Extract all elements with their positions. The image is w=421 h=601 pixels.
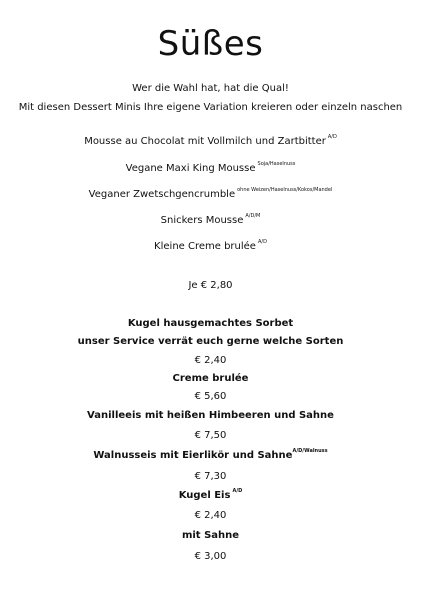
item-creme-brulee: Creme brulée: [172, 373, 249, 384]
item-sorbet: Kugel hausgemachtes Sorbet: [127, 318, 294, 329]
intro-line-1: Wer die Wahl hat, hat die Qual!: [132, 83, 289, 94]
item-walnusseis: [0, 450, 421, 462]
item-mit-sahne: mit Sahne: [181, 530, 240, 541]
price-vanilleeis: € 7,50: [194, 430, 227, 441]
mini-dessert-name: Veganer Zwetschgencrumble: [88, 189, 236, 200]
mini-dessert-name: Kleine Creme brulée: [154, 241, 256, 252]
page-title: Süßes: [157, 24, 264, 64]
mini-dessert-2: [0, 163, 421, 175]
mini-dessert-price: Je € 2,80: [188, 280, 233, 291]
mini-dessert-4: [0, 215, 421, 227]
item-name: Walnusseis mit Eierlikör und Sahne: [93, 450, 293, 461]
item-vanilleeis: Vanilleeis mit heißen Himbeeren und Sahne: [87, 410, 334, 421]
mini-dessert-1: [0, 136, 421, 148]
price-mit-sahne: € 3,00: [194, 551, 227, 562]
item-name: Kugel Eis: [178, 490, 231, 501]
allergen-note: A/D: [257, 239, 267, 245]
mini-dessert-name: Mousse au Chocolat mit Vollmilch und Zartbitter: [84, 136, 326, 147]
allergen-note: Soja/Haselnuss: [257, 161, 296, 167]
allergen-note: A/D: [232, 488, 243, 494]
mini-dessert-name: Vegane Maxi King Mousse: [125, 163, 256, 174]
allergen-note: A/D: [327, 134, 337, 140]
mini-dessert-5: [0, 241, 421, 253]
price-sorbet: € 2,40: [194, 355, 227, 366]
allergen-note: ohne Weizen/Haselnuss/Kokos/Mandel: [237, 187, 333, 193]
allergen-note: A/D/Walnuss: [292, 448, 328, 454]
price-creme-brulee: € 5,60: [194, 391, 227, 402]
price-walnusseis: € 7,30: [194, 471, 227, 482]
mini-dessert-name: Snickers Mousse: [160, 215, 244, 226]
item-sorbet-note: unser Service verrät euch gerne welche Sorten: [77, 336, 344, 347]
price-kugel-eis: € 2,40: [194, 510, 227, 521]
item-kugel-eis: [0, 490, 421, 502]
intro-line-2: Mit diesen Dessert Minis Ihre eigene Variation kreieren oder einzeln naschen: [18, 102, 403, 113]
mini-dessert-3: [0, 189, 421, 201]
allergen-note: A/D/M: [245, 213, 261, 219]
